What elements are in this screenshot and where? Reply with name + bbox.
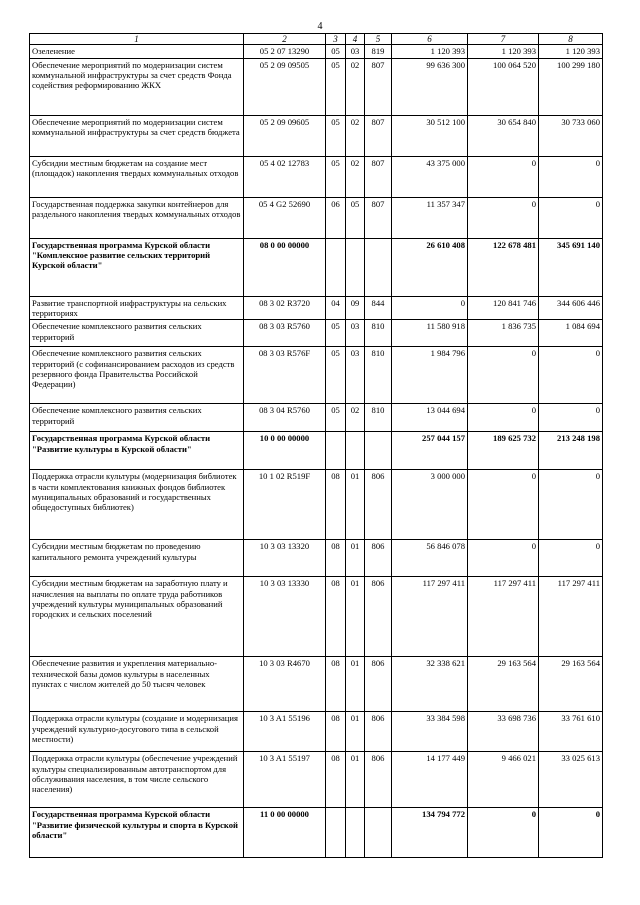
row-amount-year3: 117 297 411 xyxy=(539,577,603,657)
row-amount-year3: 30 733 060 xyxy=(539,115,603,156)
row-subsection: 09 xyxy=(346,296,365,320)
row-name: Субсидии местным бюджетам на создание мест (площадок) накопления твердых коммунальных отходов xyxy=(30,156,244,197)
row-amount-year2: 1 836 735 xyxy=(468,320,539,347)
row-section: 08 xyxy=(326,712,346,752)
column-number: 2 xyxy=(244,34,326,45)
row-amount-year1: 32 338 621 xyxy=(392,657,468,712)
row-amount-year2: 0 xyxy=(468,156,539,197)
row-amount-year1: 43 375 000 xyxy=(392,156,468,197)
row-section: 04 xyxy=(326,296,346,320)
row-section xyxy=(326,808,346,858)
row-subsection: 02 xyxy=(346,404,365,432)
row-amount-year2: 0 xyxy=(468,404,539,432)
row-section: 05 xyxy=(326,45,346,58)
row-amount-year2: 29 163 564 xyxy=(468,657,539,712)
row-code: 11 0 00 00000 xyxy=(244,808,326,858)
row-amount-year1: 30 512 100 xyxy=(392,115,468,156)
row-expense-type: 806 xyxy=(365,752,392,808)
row-code: 10 0 00 00000 xyxy=(244,432,326,470)
row-expense-type: 807 xyxy=(365,197,392,238)
row-subsection: 02 xyxy=(346,156,365,197)
row-name: Поддержка отрасли культуры (создание и модернизация учреждений культурно-досугового типа в сельской местности) xyxy=(30,712,244,752)
table-row xyxy=(30,320,603,347)
table-row xyxy=(30,432,603,470)
row-subsection: 03 xyxy=(346,347,365,404)
row-code: 08 3 03 R576F xyxy=(244,347,326,404)
row-expense-type: 807 xyxy=(365,156,392,197)
row-code: 10 3 03 13330 xyxy=(244,577,326,657)
row-name: Обеспечение мероприятий по модернизации систем коммунальной инфраструктуры за счет средств бюджета xyxy=(30,115,244,156)
row-subsection: 01 xyxy=(346,540,365,577)
row-section: 08 xyxy=(326,470,346,540)
row-section: 05 xyxy=(326,404,346,432)
column-number: 5 xyxy=(365,34,392,45)
row-amount-year1: 26 610 408 xyxy=(392,238,468,296)
row-name: Поддержка отрасли культуры (модернизация библиотек в части комплектования книжных фондов библиотек муниципальных образований и государственных общедоступных библиотек) xyxy=(30,470,244,540)
row-section: 06 xyxy=(326,197,346,238)
row-code: 08 3 04 R5760 xyxy=(244,404,326,432)
row-amount-year2: 0 xyxy=(468,470,539,540)
row-amount-year1: 13 044 694 xyxy=(392,404,468,432)
row-amount-year2: 0 xyxy=(468,808,539,858)
row-expense-type: 806 xyxy=(365,540,392,577)
row-subsection: 01 xyxy=(346,470,365,540)
row-amount-year2: 189 625 732 xyxy=(468,432,539,470)
row-subsection: 01 xyxy=(346,577,365,657)
row-name: Государственная программа Курской области "Развитие культуры в Курской области" xyxy=(30,432,244,470)
row-expense-type: 810 xyxy=(365,320,392,347)
row-expense-type xyxy=(365,808,392,858)
row-name: Поддержка отрасли культуры (обеспечение учреждений культуры специализированным автотранспортом для обслуживания населения, в том числе сельского населения) xyxy=(30,752,244,808)
row-name: Обеспечение развития и укрепления материально-технической базы домов культуры в населенных пунктах с числом жителей до 50 тысяч человек xyxy=(30,657,244,712)
row-amount-year2: 120 841 746 xyxy=(468,296,539,320)
table-row xyxy=(30,45,603,58)
row-subsection: 03 xyxy=(346,45,365,58)
row-code: 10 3 03 13320 xyxy=(244,540,326,577)
row-section xyxy=(326,432,346,470)
row-code: 08 3 02 R3720 xyxy=(244,296,326,320)
row-amount-year3: 29 163 564 xyxy=(539,657,603,712)
row-section: 05 xyxy=(326,156,346,197)
row-subsection: 03 xyxy=(346,320,365,347)
row-name: Субсидии местным бюджетам по проведению капитального ремонта учреждений культуры xyxy=(30,540,244,577)
row-amount-year2: 100 064 520 xyxy=(468,58,539,115)
table-row xyxy=(30,752,603,808)
row-amount-year1: 1 984 796 xyxy=(392,347,468,404)
row-name: Обеспечение мероприятий по модернизации систем коммунальной инфраструктуры за счет средств Фонда содействия реформированию ЖКХ xyxy=(30,58,244,115)
row-amount-year3: 33 025 613 xyxy=(539,752,603,808)
row-subsection: 01 xyxy=(346,657,365,712)
row-code: 05 4 G2 52690 xyxy=(244,197,326,238)
row-section: 05 xyxy=(326,320,346,347)
page-number: 4 xyxy=(317,21,323,32)
row-name: Обеспечение комплексного развития сельских территорий (с софинансированием расходов из средств резервного фонда Правительства Российской Федерации) xyxy=(30,347,244,404)
row-amount-year2: 122 678 481 xyxy=(468,238,539,296)
row-name: Субсидии местным бюджетам на заработную плату и начисления на выплаты по оплате труда работников учреждений культуры муниципальных образований городских и сельских поселений xyxy=(30,577,244,657)
row-expense-type: 810 xyxy=(365,347,392,404)
table-row xyxy=(30,197,603,238)
row-amount-year3: 0 xyxy=(539,156,603,197)
row-name: Развитие транспортной инфраструктуры на сельских территориях xyxy=(30,296,244,320)
row-amount-year3: 0 xyxy=(539,540,603,577)
column-number: 6 xyxy=(392,34,468,45)
budget-table xyxy=(29,33,603,858)
row-expense-type: 807 xyxy=(365,58,392,115)
row-expense-type: 806 xyxy=(365,657,392,712)
column-number: 7 xyxy=(468,34,539,45)
row-amount-year1: 0 xyxy=(392,296,468,320)
row-section: 08 xyxy=(326,752,346,808)
table-row xyxy=(30,808,603,858)
row-name: Государственная поддержка закупки контейнеров для раздельного накопления твердых коммунальных отходов xyxy=(30,197,244,238)
row-code: 05 2 07 13290 xyxy=(244,45,326,58)
row-expense-type: 810 xyxy=(365,404,392,432)
row-code: 10 3 03 R4670 xyxy=(244,657,326,712)
row-amount-year3: 0 xyxy=(539,197,603,238)
row-amount-year1: 3 000 000 xyxy=(392,470,468,540)
row-amount-year2: 117 297 411 xyxy=(468,577,539,657)
row-amount-year3: 345 691 140 xyxy=(539,238,603,296)
table-row xyxy=(30,115,603,156)
column-number: 8 xyxy=(539,34,603,45)
column-number: 4 xyxy=(346,34,365,45)
row-name: Обеспечение комплексного развития сельских территорий xyxy=(30,404,244,432)
table-row xyxy=(30,657,603,712)
row-amount-year3: 0 xyxy=(539,470,603,540)
row-amount-year1: 1 120 393 xyxy=(392,45,468,58)
table-row xyxy=(30,296,603,320)
row-code: 10 3 A1 55196 xyxy=(244,712,326,752)
row-code: 05 4 02 12783 xyxy=(244,156,326,197)
row-amount-year3: 1 084 694 xyxy=(539,320,603,347)
row-expense-type: 806 xyxy=(365,712,392,752)
table-row xyxy=(30,238,603,296)
row-amount-year3: 0 xyxy=(539,808,603,858)
row-section: 05 xyxy=(326,58,346,115)
row-subsection: 02 xyxy=(346,115,365,156)
row-amount-year2: 0 xyxy=(468,540,539,577)
column-number: 3 xyxy=(326,34,346,45)
row-code: 08 3 03 R5760 xyxy=(244,320,326,347)
row-amount-year3: 344 606 446 xyxy=(539,296,603,320)
row-amount-year1: 117 297 411 xyxy=(392,577,468,657)
row-expense-type: 806 xyxy=(365,470,392,540)
table-row xyxy=(30,404,603,432)
row-amount-year2: 9 466 021 xyxy=(468,752,539,808)
row-amount-year1: 134 794 772 xyxy=(392,808,468,858)
row-amount-year1: 99 636 300 xyxy=(392,58,468,115)
row-amount-year1: 33 384 598 xyxy=(392,712,468,752)
row-expense-type: 819 xyxy=(365,45,392,58)
row-name: Озеленение xyxy=(30,45,244,58)
row-name: Государственная программа Курской области "Развитие физической культуры и спорта в Курской области" xyxy=(30,808,244,858)
table-row xyxy=(30,156,603,197)
table-row xyxy=(30,712,603,752)
row-code: 08 0 00 00000 xyxy=(244,238,326,296)
row-amount-year3: 33 761 610 xyxy=(539,712,603,752)
row-amount-year3: 1 120 393 xyxy=(539,45,603,58)
table-row xyxy=(30,577,603,657)
row-expense-type: 807 xyxy=(365,115,392,156)
row-amount-year2: 0 xyxy=(468,347,539,404)
row-subsection: 02 xyxy=(346,58,365,115)
row-subsection: 01 xyxy=(346,712,365,752)
row-name: Обеспечение комплексного развития сельских территорий xyxy=(30,320,244,347)
column-numbers-row xyxy=(30,34,603,45)
row-section: 05 xyxy=(326,347,346,404)
row-section: 05 xyxy=(326,115,346,156)
table-row xyxy=(30,58,603,115)
row-amount-year1: 11 580 918 xyxy=(392,320,468,347)
row-subsection xyxy=(346,808,365,858)
row-amount-year2: 30 654 840 xyxy=(468,115,539,156)
row-section: 08 xyxy=(326,540,346,577)
column-number: 1 xyxy=(30,34,244,45)
row-code: 10 3 A1 55197 xyxy=(244,752,326,808)
row-section: 08 xyxy=(326,657,346,712)
row-section xyxy=(326,238,346,296)
row-amount-year3: 213 248 198 xyxy=(539,432,603,470)
table-row xyxy=(30,347,603,404)
table-body xyxy=(30,34,603,858)
row-amount-year3: 0 xyxy=(539,404,603,432)
row-expense-type: 806 xyxy=(365,577,392,657)
row-subsection: 01 xyxy=(346,752,365,808)
row-amount-year1: 14 177 449 xyxy=(392,752,468,808)
table-row xyxy=(30,540,603,577)
row-section: 08 xyxy=(326,577,346,657)
table-row xyxy=(30,470,603,540)
row-amount-year1: 257 044 157 xyxy=(392,432,468,470)
row-subsection: 05 xyxy=(346,197,365,238)
row-expense-type xyxy=(365,432,392,470)
row-subsection xyxy=(346,432,365,470)
row-expense-type xyxy=(365,238,392,296)
row-expense-type: 844 xyxy=(365,296,392,320)
row-code: 05 2 09 09505 xyxy=(244,58,326,115)
row-code: 05 2 09 09605 xyxy=(244,115,326,156)
row-subsection xyxy=(346,238,365,296)
row-code: 10 1 02 R519F xyxy=(244,470,326,540)
row-amount-year2: 0 xyxy=(468,197,539,238)
row-name: Государственная программа Курской области "Комплексное развитие сельских территорий Курской области" xyxy=(30,238,244,296)
row-amount-year2: 1 120 393 xyxy=(468,45,539,58)
row-amount-year1: 56 846 078 xyxy=(392,540,468,577)
row-amount-year3: 100 299 180 xyxy=(539,58,603,115)
row-amount-year1: 11 357 347 xyxy=(392,197,468,238)
row-amount-year3: 0 xyxy=(539,347,603,404)
row-amount-year2: 33 698 736 xyxy=(468,712,539,752)
